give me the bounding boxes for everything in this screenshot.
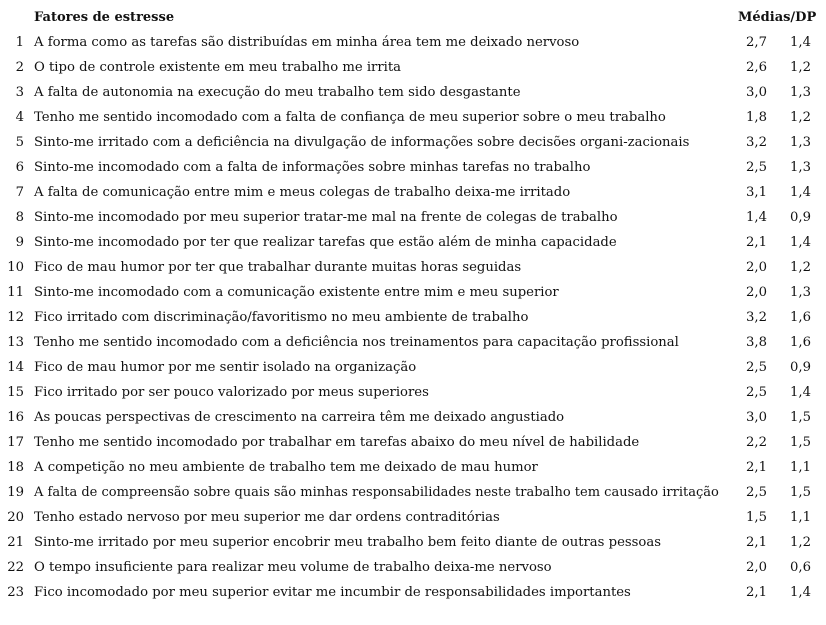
row-mean: 3,2	[746, 310, 767, 325]
row-number: 6	[15, 160, 24, 175]
row-number: 5	[15, 135, 24, 150]
row-factor-text: A competição no meu ambiente de trabalho tem me deixado de mau humor	[34, 460, 538, 475]
header-stats-label: Médias/DP	[738, 10, 817, 25]
row-factor-text: Tenho me sentido incomodado com a deficiência nos treinamentos para capacitação profissional	[34, 335, 679, 350]
row-factor-text: Tenho me sentido incomodado com a falta de confiança de meu superior sobre o meu trabalho	[34, 110, 666, 125]
row-sd: 1,4	[790, 385, 811, 400]
row-sd: 1,2	[790, 110, 811, 125]
table-row	[0, 230, 826, 255]
row-sd: 1,2	[790, 60, 811, 75]
row-mean: 2,1	[746, 235, 767, 250]
row-sd: 1,6	[790, 335, 811, 350]
row-number: 20	[7, 510, 24, 525]
row-mean: 3,8	[746, 335, 767, 350]
row-number: 9	[15, 235, 24, 250]
table-row	[0, 105, 826, 130]
row-number: 14	[7, 360, 24, 375]
row-mean: 2,5	[746, 360, 767, 375]
table-row	[0, 55, 826, 80]
row-mean: 3,0	[746, 410, 767, 425]
row-mean: 2,5	[746, 160, 767, 175]
row-mean: 2,7	[746, 35, 767, 50]
row-sd: 1,3	[790, 85, 811, 100]
row-mean: 2,1	[746, 460, 767, 475]
row-sd: 1,5	[790, 435, 811, 450]
row-sd: 0,9	[790, 360, 811, 375]
row-factor-text: Fico de mau humor por ter que trabalhar durante muitas horas seguidas	[34, 260, 522, 275]
row-factor-text: O tempo insuficiente para realizar meu volume de trabalho deixa-me nervoso	[34, 560, 552, 575]
row-number: 18	[7, 460, 24, 475]
row-sd: 0,6	[790, 560, 811, 575]
row-sd: 1,5	[790, 485, 811, 500]
row-factor-text: Sinto-me incomodado com a falta de informações sobre minhas tarefas no trabalho	[34, 160, 591, 175]
row-number: 8	[15, 210, 24, 225]
row-number: 17	[7, 435, 24, 450]
table-row	[0, 480, 826, 505]
row-mean: 3,2	[746, 135, 767, 150]
table-row	[0, 405, 826, 430]
stress-factors-table	[0, 6, 826, 605]
row-mean: 2,0	[746, 260, 767, 275]
row-factor-text: Sinto-me incomodado por meu superior tratar-me mal na frente de colegas de trabalho	[34, 210, 618, 225]
table-row	[0, 330, 826, 355]
table-row	[0, 530, 826, 555]
row-number: 10	[7, 260, 24, 275]
row-sd: 1,4	[790, 185, 811, 200]
row-number: 2	[15, 60, 24, 75]
row-sd: 1,2	[790, 260, 811, 275]
table-row	[0, 155, 826, 180]
table-row	[0, 555, 826, 580]
row-mean: 2,1	[746, 535, 767, 550]
table-row	[0, 205, 826, 230]
row-number: 12	[7, 310, 24, 325]
row-factor-text: Sinto-me incomodado com a comunicação existente entre mim e meu superior	[34, 285, 559, 300]
row-number: 19	[7, 485, 24, 500]
row-sd: 1,4	[790, 585, 811, 600]
table-row	[0, 180, 826, 205]
row-sd: 1,3	[790, 285, 811, 300]
row-mean: 2,0	[746, 285, 767, 300]
row-factor-text: A falta de compreensão sobre quais são minhas responsabilidades neste trabalho tem causado irritação	[34, 485, 719, 500]
row-mean: 2,2	[746, 435, 767, 450]
header-factor-label: Fatores de estresse	[34, 10, 175, 25]
row-number: 1	[15, 35, 24, 50]
row-sd: 1,4	[790, 235, 811, 250]
row-sd: 1,6	[790, 310, 811, 325]
table-row	[0, 30, 826, 55]
row-factor-text: A falta de autonomia na execução do meu trabalho tem sido desgastante	[34, 85, 521, 100]
row-mean: 3,1	[746, 185, 767, 200]
row-factor-text: Sinto-me irritado por meu superior encobrir meu trabalho bem feito diante de outras pessoas	[34, 535, 661, 550]
row-number: 23	[7, 585, 24, 600]
row-factor-text: As poucas perspectivas de crescimento na carreira têm me deixado angustiado	[34, 410, 565, 425]
row-sd: 1,3	[790, 135, 811, 150]
table-header	[0, 6, 826, 30]
row-factor-text: Fico incomodado por meu superior evitar me incumbir de responsabilidades importantes	[34, 585, 631, 600]
table-row	[0, 430, 826, 455]
row-number: 7	[15, 185, 24, 200]
row-factor-text: A forma como as tarefas são distribuídas em minha área tem me deixado nervoso	[34, 35, 580, 50]
table-row	[0, 80, 826, 105]
table-row	[0, 455, 826, 480]
row-factor-text: Tenho estado nervoso por meu superior me dar ordens contraditórias	[34, 510, 500, 525]
row-sd: 1,1	[790, 460, 811, 475]
row-number: 21	[7, 535, 24, 550]
row-mean: 2,5	[746, 485, 767, 500]
table-row	[0, 355, 826, 380]
table-row	[0, 305, 826, 330]
row-number: 15	[7, 385, 24, 400]
table-row	[0, 280, 826, 305]
row-mean: 2,5	[746, 385, 767, 400]
row-factor-text: Fico de mau humor por me sentir isolado na organização	[34, 360, 417, 375]
row-number: 11	[7, 285, 24, 300]
row-sd: 0,9	[790, 210, 811, 225]
row-mean: 1,5	[746, 510, 767, 525]
table-row	[0, 130, 826, 155]
row-number: 3	[15, 85, 24, 100]
row-factor-text: Tenho me sentido incomodado por trabalhar em tarefas abaixo do meu nível de habilidade	[34, 435, 640, 450]
row-factor-text: Sinto-me irritado com a deficiência na divulgação de informações sobre decisões organi-zacionais	[34, 135, 690, 150]
row-mean: 1,8	[746, 110, 767, 125]
row-sd: 1,3	[790, 160, 811, 175]
table-row	[0, 380, 826, 405]
row-number: 4	[15, 110, 24, 125]
row-number: 13	[7, 335, 24, 350]
row-number: 22	[7, 560, 24, 575]
row-factor-text: Sinto-me incomodado por ter que realizar tarefas que estão além de minha capacidade	[34, 235, 617, 250]
row-mean: 2,1	[746, 585, 767, 600]
row-mean: 3,0	[746, 85, 767, 100]
row-mean: 2,6	[746, 60, 767, 75]
row-factor-text: Fico irritado por ser pouco valorizado por meus superiores	[34, 385, 429, 400]
row-factor-text: A falta de comunicação entre mim e meus colegas de trabalho deixa-me irritado	[34, 185, 571, 200]
table-row	[0, 505, 826, 530]
row-factor-text: Fico irritado com discriminação/favoritismo no meu ambiente de trabalho	[34, 310, 529, 325]
row-mean: 2,0	[746, 560, 767, 575]
row-sd: 1,5	[790, 410, 811, 425]
table-row	[0, 580, 826, 605]
row-sd: 1,4	[790, 35, 811, 50]
row-factor-text: O tipo de controle existente em meu trabalho me irrita	[34, 60, 402, 75]
table-body	[0, 30, 826, 605]
row-number: 16	[7, 410, 24, 425]
row-sd: 1,2	[790, 535, 811, 550]
row-mean: 1,4	[746, 210, 767, 225]
row-sd: 1,1	[790, 510, 811, 525]
table-row	[0, 255, 826, 280]
